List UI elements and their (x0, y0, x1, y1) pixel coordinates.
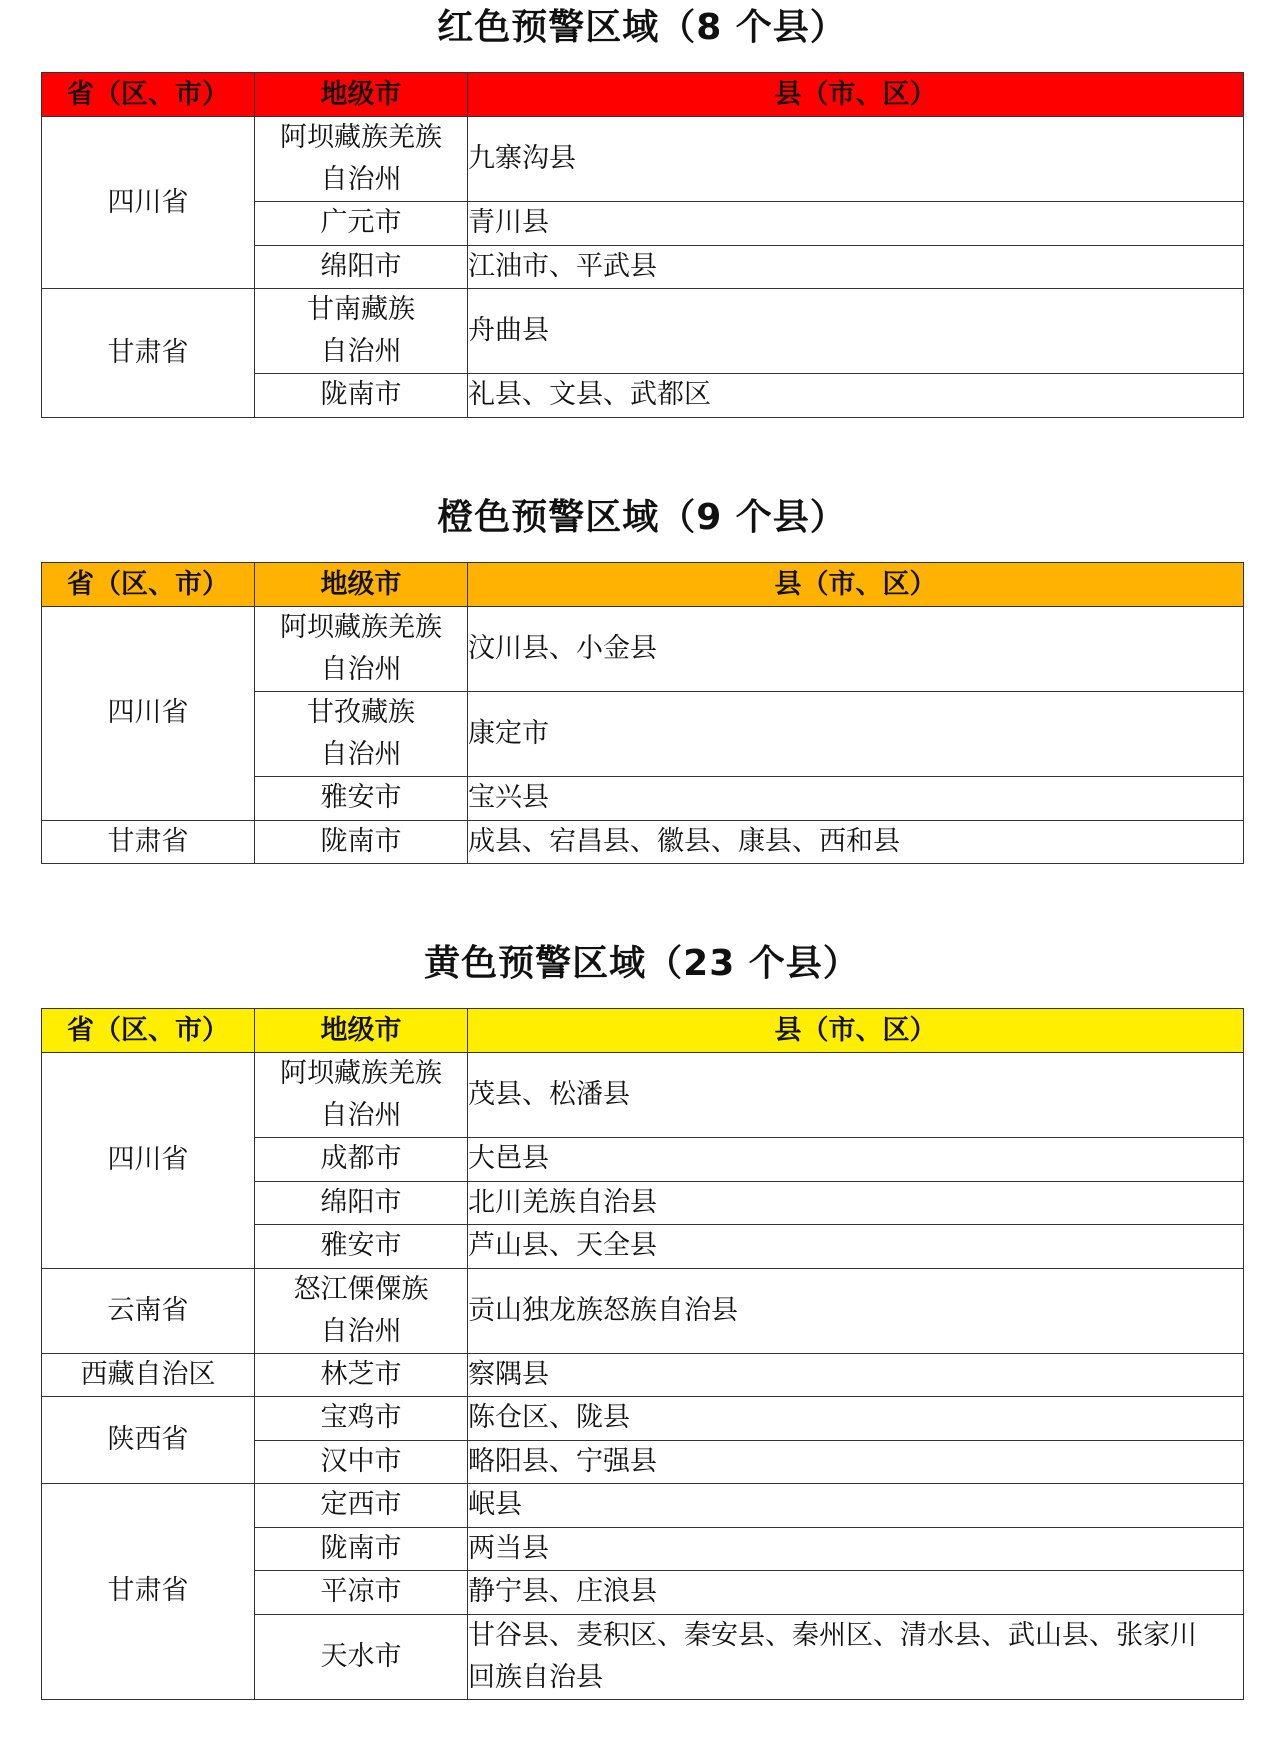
province-cell: 甘肃省 (42, 289, 255, 418)
county-cell: 江油市、平武县 (468, 245, 1244, 289)
red-section-title: 红色预警区域（8 个县） (437, 7, 847, 48)
county-cell: 察隅县 (468, 1353, 1244, 1397)
city-cell: 成都市 (255, 1138, 468, 1182)
county-cell: 汶川县、小金县 (468, 607, 1244, 692)
province-cell: 甘肃省 (42, 820, 255, 864)
city-cell: 阿坝藏族羌族 自治州 (255, 607, 468, 692)
county-cell: 略阳县、宁强县 (468, 1440, 1244, 1484)
header-city: 地级市 (255, 1009, 468, 1053)
province-cell: 陕西省 (42, 1397, 255, 1484)
city-cell: 甘孜藏族 自治州 (255, 692, 468, 777)
city-cell: 阿坝藏族羌族 自治州 (255, 117, 468, 202)
table-header-row (42, 563, 1244, 607)
province-cell: 甘肃省 (42, 1484, 255, 1700)
county-cell: 舟曲县 (468, 289, 1244, 374)
city-cell: 天水市 (255, 1614, 468, 1699)
city-cell: 怒江傈僳族 自治州 (255, 1268, 468, 1353)
county-cell: 贡山独龙族怒族自治县 (468, 1268, 1244, 1353)
red-warning-table (41, 72, 1244, 418)
city-cell: 汉中市 (255, 1440, 468, 1484)
city-cell: 定西市 (255, 1484, 468, 1528)
header-province: 省（区、市） (42, 1009, 255, 1053)
table-row (42, 1484, 1244, 1528)
header-county: 县（市、区） (468, 1009, 1244, 1053)
county-cell: 岷县 (468, 1484, 1244, 1528)
city-cell: 雅安市 (255, 777, 468, 821)
header-county: 县（市、区） (468, 73, 1244, 117)
county-cell: 九寨沟县 (468, 117, 1244, 202)
orange-section-title: 橙色预警区域（9 个县） (437, 497, 847, 538)
province-cell: 四川省 (42, 1053, 255, 1269)
county-cell: 礼县、文县、武都区 (468, 374, 1244, 418)
table-header-row (42, 1009, 1244, 1053)
county-cell: 青川县 (468, 202, 1244, 246)
city-cell: 林芝市 (255, 1353, 468, 1397)
city-cell: 雅安市 (255, 1225, 468, 1269)
orange-warning-table (41, 562, 1244, 864)
county-cell: 宝兴县 (468, 777, 1244, 821)
county-cell: 大邑县 (468, 1138, 1244, 1182)
county-cell: 成县、宕昌县、徽县、康县、西和县 (468, 820, 1244, 864)
county-cell: 北川羌族自治县 (468, 1181, 1244, 1225)
city-cell: 广元市 (255, 202, 468, 246)
province-cell: 四川省 (42, 117, 255, 289)
city-cell: 宝鸡市 (255, 1397, 468, 1441)
city-cell: 陇南市 (255, 1527, 468, 1571)
header-province: 省（区、市） (42, 73, 255, 117)
county-cell: 陈仓区、陇县 (468, 1397, 1244, 1441)
county-cell: 两当县 (468, 1527, 1244, 1571)
table-header-row (42, 73, 1244, 117)
county-cell: 茂县、松潘县 (468, 1053, 1244, 1138)
header-province: 省（区、市） (42, 563, 255, 607)
header-city: 地级市 (255, 73, 468, 117)
county-cell: 芦山县、天全县 (468, 1225, 1244, 1269)
province-cell: 云南省 (42, 1268, 255, 1353)
province-cell: 四川省 (42, 607, 255, 821)
province-cell: 西藏自治区 (42, 1353, 255, 1397)
city-cell: 陇南市 (255, 820, 468, 864)
table-row (42, 820, 1244, 864)
city-cell: 阿坝藏族羌族 自治州 (255, 1053, 468, 1138)
county-cell: 康定市 (468, 692, 1244, 777)
city-cell: 陇南市 (255, 374, 468, 418)
city-cell: 平凉市 (255, 1571, 468, 1615)
county-cell: 甘谷县、麦积区、秦安县、秦州区、清水县、武山县、张家川 回族自治县 (468, 1614, 1244, 1699)
table-row (42, 1397, 1244, 1441)
header-city: 地级市 (255, 563, 468, 607)
city-cell: 绵阳市 (255, 245, 468, 289)
header-county: 县（市、区） (468, 563, 1244, 607)
yellow-section-title: 黄色预警区域（23 个县） (424, 943, 860, 984)
city-cell: 绵阳市 (255, 1181, 468, 1225)
county-cell: 静宁县、庄浪县 (468, 1571, 1244, 1615)
table-row (42, 1353, 1244, 1397)
yellow-warning-table (41, 1008, 1244, 1700)
city-cell: 甘南藏族 自治州 (255, 289, 468, 374)
